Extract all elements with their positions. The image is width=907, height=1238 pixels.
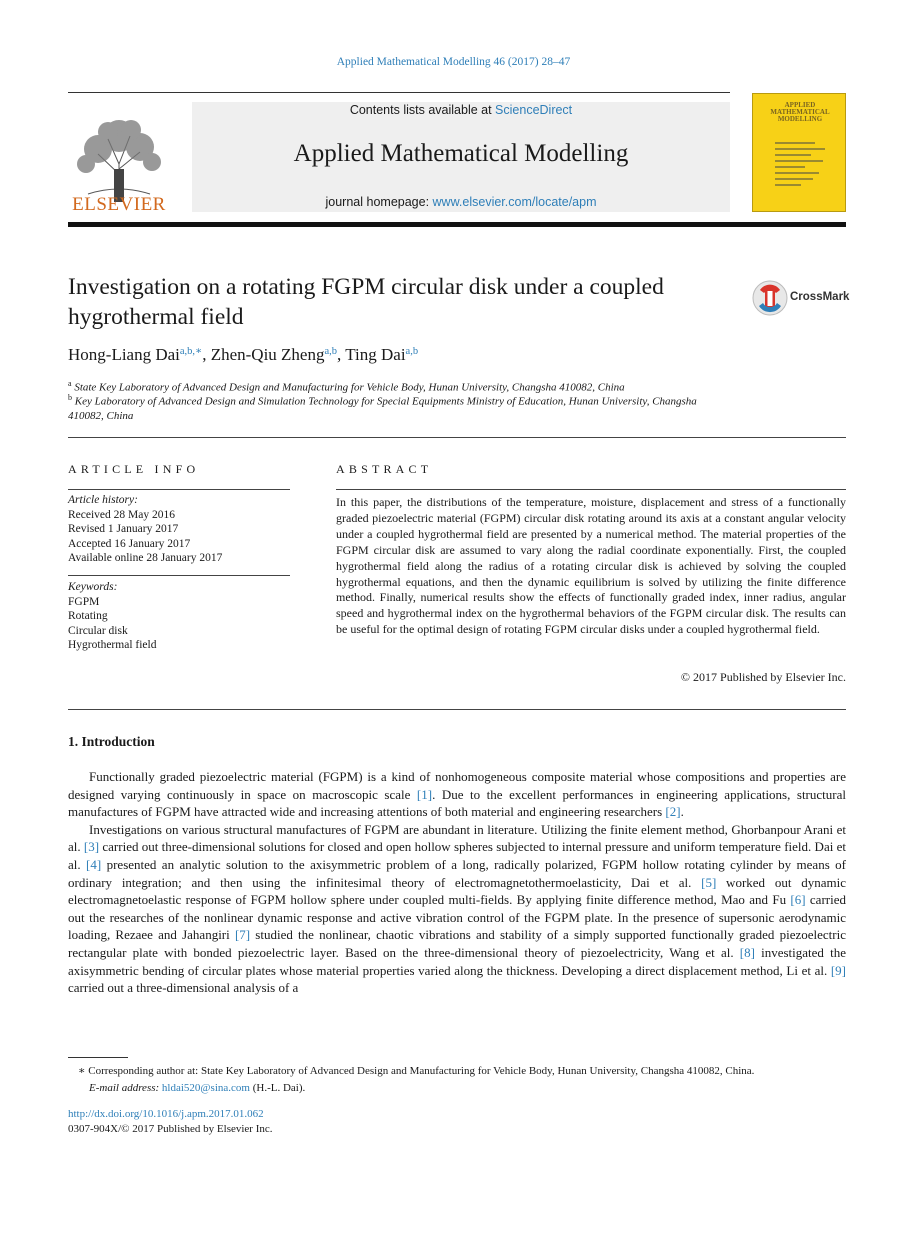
author-name: Hong-Liang Dai bbox=[68, 345, 180, 364]
contents-line bbox=[192, 103, 730, 117]
email-link[interactable]: hldai520@sina.com bbox=[161, 1081, 250, 1094]
keywords bbox=[68, 580, 290, 653]
journal-homepage bbox=[192, 195, 730, 209]
doi-block bbox=[68, 1107, 273, 1137]
text-run: carried out three-dimensional solutions for closed and open hollow spheres subjected to internal pressure and uniform temperature field. Dai et al. bbox=[68, 839, 846, 872]
keywords-label: Keywords: bbox=[68, 581, 118, 593]
reference-link[interactable]: [8] bbox=[739, 944, 755, 960]
abstract-rule bbox=[336, 489, 846, 490]
keyword: Hygrothermal field bbox=[68, 639, 157, 651]
footnote-text: Corresponding author at: State Key Laboratory of Advanced Design and Manufacturing for Vehicle Body, Hunan University, Changsha 410082, China. bbox=[88, 1065, 755, 1077]
article-info-heading: ARTICLE INFO bbox=[68, 462, 200, 476]
journal-citation[interactable]: Applied Mathematical Modelling 46 (2017) 28–47 bbox=[336, 56, 571, 68]
affiliation-text: State Key Laboratory of Advanced Design and Manufacturing for Vehicle Body, Hunan University, Changsha 410082, China bbox=[74, 381, 625, 394]
affiliation-text: Key Laboratory of Advanced Design and Simulation Technology for Special Equipments Ministry of Education, Hunan University, Changsha 410082, China bbox=[68, 395, 697, 423]
author-list: Hong-Liang Dai$^{a,b,∗}$, Zhen-Qiu Zheng$^{a,b}$, Ting Dai$^{a,b}$ bbox=[68, 345, 419, 364]
reference-link[interactable]: [7] bbox=[234, 927, 251, 943]
history-item: Available online 28 January 2017 bbox=[68, 552, 223, 564]
header-bottom-rule bbox=[68, 222, 846, 227]
text-run: investigated the axisymmetric bending of circular plates whose material properties varied along the thickness. Developing a direct displacement method, Li et al. bbox=[68, 944, 846, 978]
abstract-heading: ABSTRACT bbox=[336, 462, 433, 476]
reference-link[interactable]: [6] bbox=[790, 892, 806, 908]
abstract-copyright: © 2017 Published by Elsevier Inc. bbox=[680, 670, 846, 684]
keyword: Circular disk bbox=[68, 624, 128, 637]
header-top-rule bbox=[68, 92, 730, 93]
keyword: Rotating bbox=[68, 610, 108, 622]
issn-line: 0307-904X/© 2017 Published by Elsevier Inc. bbox=[68, 1123, 273, 1135]
crossmark-icon bbox=[752, 280, 788, 316]
footnote-rule bbox=[68, 1057, 128, 1058]
text-run: . Due to the excellent performances in engineering applications, structural manufactures of FGPM have attracted wide and increasing attentions of both material and engineering researchers bbox=[68, 786, 846, 820]
text-run: . bbox=[680, 804, 684, 820]
reference-link[interactable]: [5] bbox=[701, 874, 717, 890]
text-run: carried out a three-dimensional analysis of a bbox=[68, 980, 299, 996]
author-affiliation-marker[interactable]: a,b,∗ bbox=[179, 346, 203, 357]
reference-link[interactable]: [2] bbox=[665, 804, 681, 820]
text-run: presented an analytic solution to the axisymmetric problem of a long, radically polarized, FGPM hollow rotating cylinder by means of ordinary integration; and then using the infinitesimal theory of electromagnetothermoelasticity, Dai et al. bbox=[68, 856, 846, 890]
article-info-rule bbox=[68, 489, 290, 490]
doi-link[interactable]: http://dx.doi.org/10.1016/j.apm.2017.01.062 bbox=[68, 1108, 264, 1120]
cover-title: APPLIED MATHEMATICAL MODELLING bbox=[770, 101, 830, 123]
reference-link[interactable]: [9] bbox=[830, 962, 846, 978]
author-name: Zhen-Qiu Zheng bbox=[210, 345, 325, 364]
crossmark-label: CrossMark bbox=[790, 291, 850, 303]
history-item: Revised 1 January 2017 bbox=[68, 523, 179, 535]
journal-cover-image[interactable] bbox=[752, 93, 846, 212]
text-run: studied the nonlinear, chaotic vibrations and stability of a simply supported functionally graded piezoelectric rectangular plate with bonded piezoelectric layer. Based on the three-dimensional theory of piezoelectricity, Wang et al. bbox=[68, 927, 846, 960]
author-affiliation-marker[interactable]: a,b bbox=[405, 346, 419, 357]
abstract-text: In this paper, the distributions of the temperature, moisture, displacement and stress of a functionally graded piezoelectric material (FGPM) circular disk rotating around its axis at a constant angular velocity under a coupled hygrothermal field are presented by a numerical method. The material properties of the FGPM circular disk are assumed to vary along the radial coordinate exponentially. First, the coupled hygrothermal field along the radius of a rotating circular disk is achieved by solving the coupled hygrothermal equations, and then the dynamic equilibrium is solved by utilizing the finite difference method. Finally, numerical results show the effects of functionally graded index, inner radius, angular speed and hygrothermal index on the hygrothermal behaviors of the FGPM circular disk. The results can be useful for the optimal design of rotating FGPM circular disks under a coupled hygrothermal field. bbox=[336, 495, 846, 637]
corresponding-author-footnote bbox=[68, 1063, 846, 1096]
homepage-prefix: journal homepage: bbox=[325, 195, 433, 209]
keywords-rule bbox=[68, 575, 290, 576]
affiliation-marker: b bbox=[68, 393, 72, 402]
footnote-marker: ∗ bbox=[78, 1065, 86, 1077]
contents-prefix: Contents lists available at bbox=[349, 103, 496, 117]
section-heading: 1. Introduction bbox=[68, 734, 155, 749]
email-label: E-mail address: bbox=[89, 1081, 162, 1094]
section-divider bbox=[68, 437, 846, 438]
reference-link[interactable]: [4] bbox=[86, 856, 102, 872]
reference-link[interactable]: [3] bbox=[83, 839, 100, 855]
text-run: Functionally graded piezoelectric material (FGPM) is a kind of nonhomogeneous composite material whose compositions and properties are designed varying continuously in space on macroscopic scale bbox=[68, 769, 846, 802]
affiliation bbox=[68, 391, 698, 424]
crossmark-badge[interactable] bbox=[752, 280, 852, 320]
journal-title: Applied Mathematical Modelling bbox=[293, 140, 629, 167]
author-affiliation-marker[interactable]: a,b bbox=[324, 346, 338, 357]
reference-link[interactable]: [1] bbox=[416, 786, 433, 802]
article-history bbox=[68, 493, 290, 566]
author-name: Ting Dai bbox=[345, 345, 406, 364]
text-run: carried out the researches of the nonlinear dynamic response and active vibration control of the FGPM plate. In the presence of supersonic aerodynamic loading, Rezaee and Jahangiri bbox=[68, 892, 846, 943]
paragraph bbox=[68, 821, 846, 997]
history-item: Accepted 16 January 2017 bbox=[68, 537, 191, 550]
affiliation-marker: a bbox=[68, 379, 72, 388]
sciencedirect-link[interactable]: ScienceDirect bbox=[495, 103, 573, 117]
email-suffix: (H.-L. Dai). bbox=[249, 1081, 306, 1094]
section-divider bbox=[68, 709, 846, 710]
homepage-link[interactable]: www.elsevier.com/locate/apm bbox=[432, 195, 597, 209]
history-item: Received 28 May 2016 bbox=[68, 508, 175, 521]
text-run: Investigations on various structural manufactures of FGPM are abundant in literature. Utilizing the finite element method, Ghorbanpour Arani et al. bbox=[68, 821, 846, 855]
elsevier-wordmark: ELSEVIER bbox=[72, 194, 166, 215]
cover-decoration bbox=[775, 142, 831, 190]
paragraph bbox=[68, 768, 846, 821]
keyword: FGPM bbox=[68, 595, 100, 608]
history-label: Article history: bbox=[68, 494, 138, 506]
introduction-body bbox=[68, 768, 846, 997]
text-run: worked out dynamic electromagnetoelastic response of FGPM hollow sphere under coupled multi-fields. By applying finite difference method, Mao and Fu bbox=[68, 874, 846, 908]
article-title: Investigation on a rotating FGPM circular disk under a coupled hygrothermal field bbox=[68, 274, 664, 330]
